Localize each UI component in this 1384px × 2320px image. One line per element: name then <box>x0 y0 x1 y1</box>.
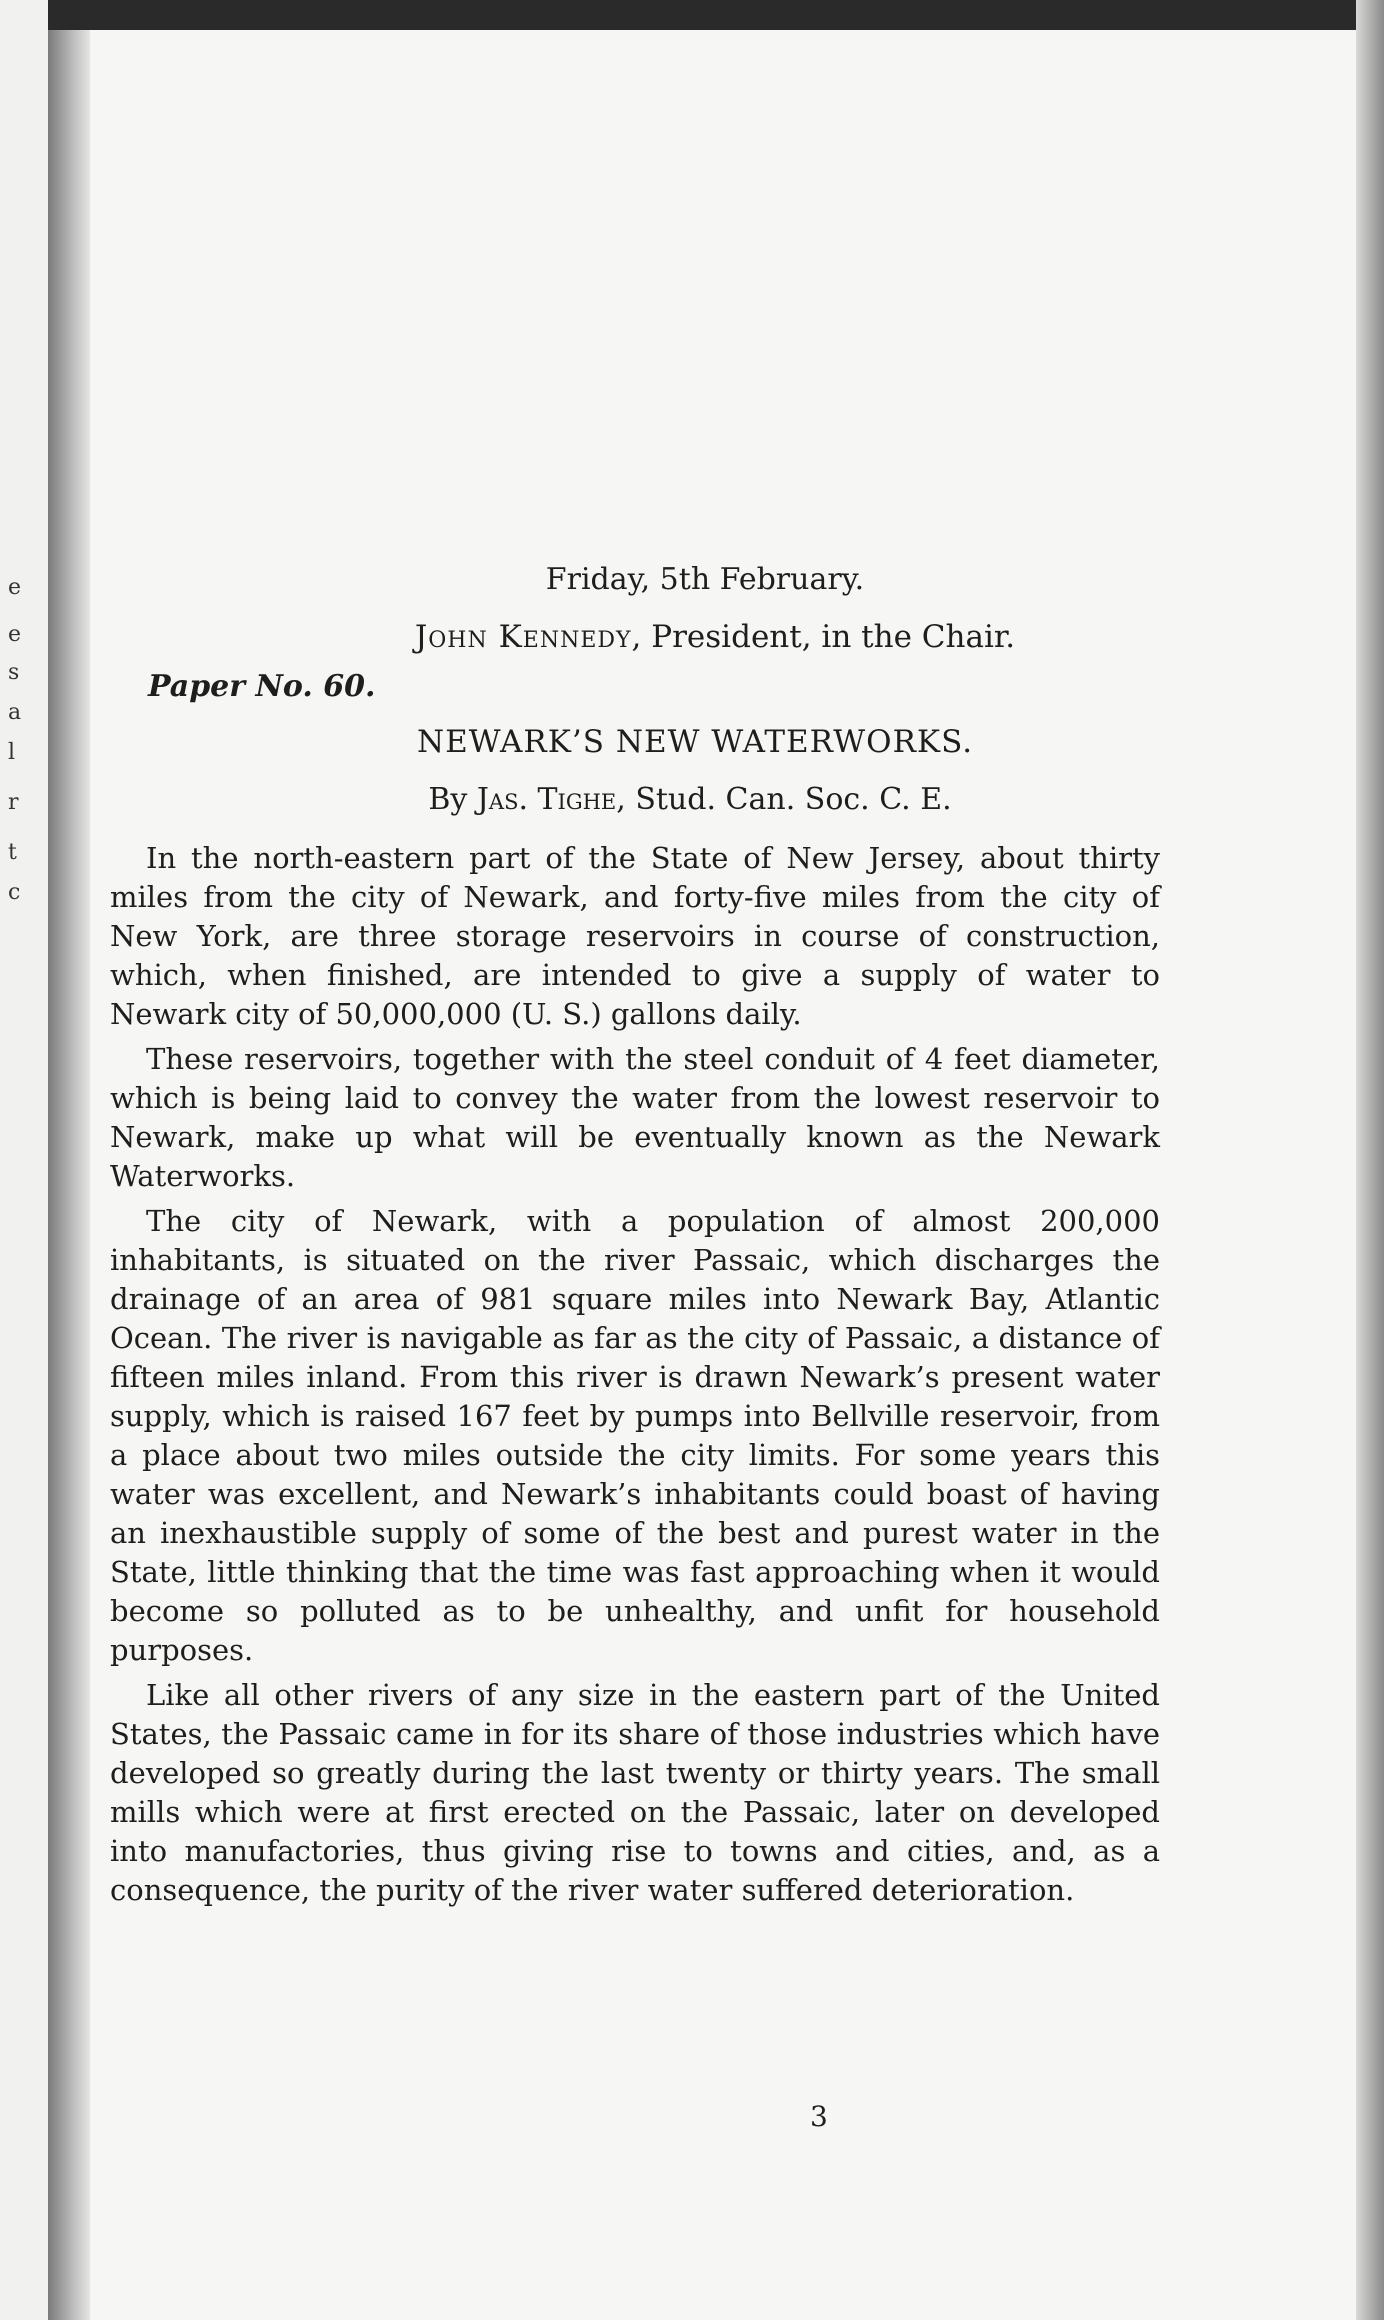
page <box>90 30 1356 2320</box>
paper-title: NEWARK’S NEW WATERWORKS. <box>416 724 974 760</box>
page-edge <box>1356 0 1384 2320</box>
body-text <box>110 839 1160 1910</box>
paragraph: The city of Newark, with a population of almost 200,000 inhabitants, is situated on the river Passaic, which discharges the drainage of an area of 981 square miles into Newark Bay, Atlantic Ocean. The river is navigable as far as the city of Passaic, a distance of fifteen miles inland. From this river is drawn Newark’s present water supply, which is raised 167 feet by pumps into Bellville reservoir, from a place about two miles outside the city limits. For some years this water was excellent, and Newark’s inhabitants could boast of having an inexhaustible supply of some of the best and purest water in the State, little thinking that the time was fast approaching when it would become so polluted as to be unhealthy, and unfit for household purposes. <box>110 1204 1160 1667</box>
author-name: Jas. Tighe <box>476 782 617 817</box>
book-gutter <box>48 0 90 2320</box>
page-number: 3 <box>810 2100 828 2133</box>
scan-border <box>48 0 1384 30</box>
chair-role: , President, in the Chair. <box>631 619 1016 655</box>
facing-page-fragment: c <box>8 880 21 905</box>
facing-page-fragment: l <box>8 740 16 765</box>
facing-page-fragment: s <box>8 660 20 685</box>
page-content <box>110 550 1160 1916</box>
byline <box>220 782 1160 817</box>
facing-page-fragment: e <box>8 575 22 600</box>
facing-page-edge <box>0 0 48 2320</box>
paragraph: In the north-eastern part of the State of New Jersey, about thirty miles from the city of Newark, and forty-five miles from the city of New York, are three storage reservoirs in course of construction, which, when finished, are intended to give a supply of water to Newark city of 50,000,000 (U. S.) gallons daily. <box>110 841 1160 1031</box>
facing-page-fragment: a <box>8 700 22 725</box>
facing-page-fragment: t <box>8 840 17 865</box>
facing-page-fragment: r <box>8 790 19 815</box>
paragraph: These reservoirs, together with the steel conduit of 4 feet diameter, which is being laid to convey the water from the lowest reservoir to Newark, make up what will be eventually known as the Newark Waterworks. <box>110 1042 1160 1193</box>
author-credentials: , Stud. Can. Soc. C. E. <box>616 782 952 817</box>
facing-page-fragment: e <box>8 622 22 647</box>
paper-number: Paper No. 60. <box>148 669 376 704</box>
chair-name: John Kennedy <box>414 619 632 655</box>
chair-line <box>270 619 1160 655</box>
meeting-date: Friday, 5th February. <box>545 562 865 597</box>
paragraph: Like all other rivers of any size in the eastern part of the United States, the Passaic came in for its share of those industries which have developed so greatly during the last twenty or thirty years. The small mills which were at first erected on the Passaic, later on developed into manufactories, thus giving rise to towns and cities, and, as a consequence, the purity of the river water suffered deterioration. <box>110 1678 1160 1907</box>
byline-prefix: By <box>428 782 477 817</box>
